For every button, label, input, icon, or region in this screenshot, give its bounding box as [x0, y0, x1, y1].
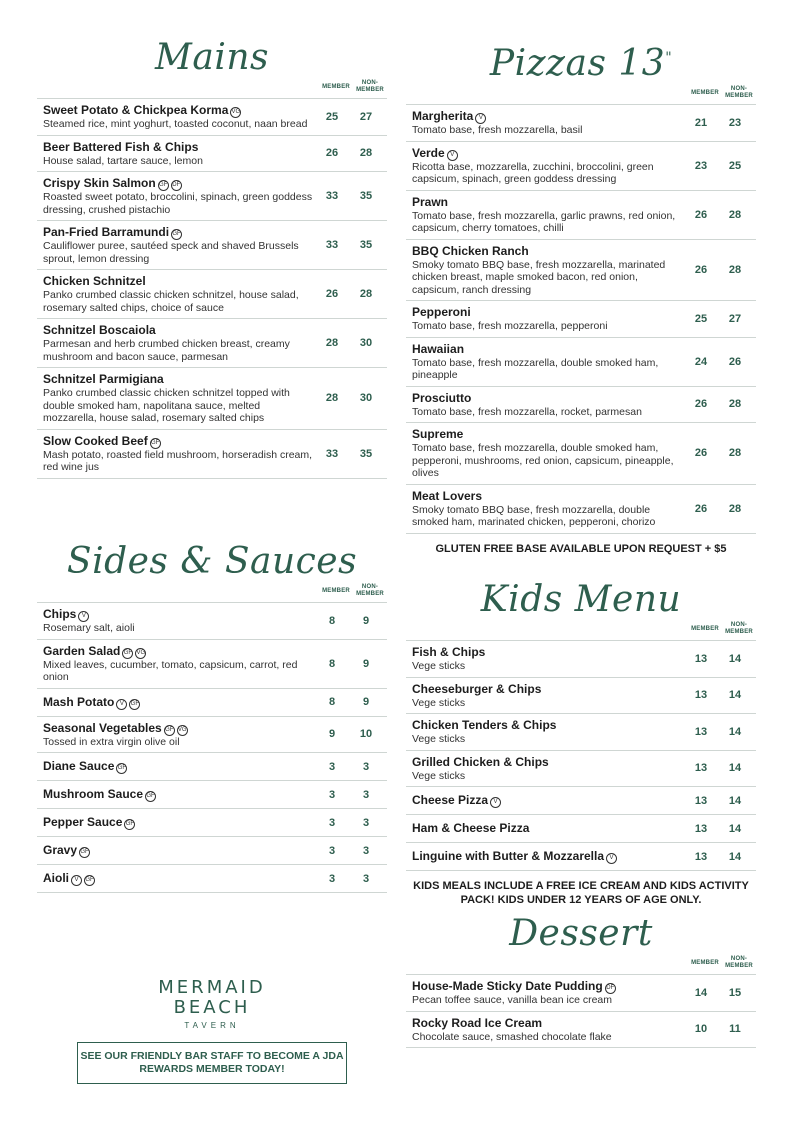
menu-item-name-text: Pepperoni — [412, 305, 471, 319]
menu-item-name-text: Hawaiian — [412, 341, 465, 356]
pizzas-title — [406, 36, 756, 86]
menu-item — [37, 99, 387, 136]
member-price: 26 — [694, 398, 708, 411]
menu-item-description: Vege sticks — [412, 660, 466, 672]
non-member-price: 28 — [359, 288, 373, 300]
menu-item-description: Panko crumbed classic chicken schnitzel topped with double smoked ham, napolitana sauce, melted mozzarella, house salad, rosemary salted chips — [43, 387, 290, 424]
menu-item-text — [412, 146, 684, 186]
member-price: 25 — [325, 110, 339, 123]
non-member-price: 28 — [728, 447, 742, 460]
menu-item-name-text: Verde — [412, 145, 445, 160]
dietary-badge-icon: V — [78, 611, 89, 622]
dietary-badge-icon: DF — [171, 180, 182, 191]
menu-item-description: Tomato base, fresh mozzarella, pepperoni — [412, 320, 608, 332]
menu-item — [406, 975, 756, 1012]
menu-item-description: Tomato base, fresh mozzarella, rocket, parmesan — [412, 405, 642, 418]
menu-item-name — [412, 755, 684, 770]
non-member-price: 3 — [362, 760, 370, 773]
menu-item — [406, 387, 756, 424]
menu-item-name — [412, 979, 684, 994]
non-member-price: 14 — [728, 822, 742, 835]
dietary-badge-icon: GF — [124, 819, 135, 830]
menu-item-description: Ricotta base, mozzarella, zucchini, broccolini, green capsicum, spinach, green goddess dressing — [412, 160, 654, 185]
menu-item-name-text: Meat Lovers — [412, 488, 483, 503]
non-member-price: 3 — [362, 816, 370, 829]
member-header: MEMBER — [322, 588, 350, 594]
menu-item-description: Tomato base, fresh mozzarella, double smoked ham, pepperoni, mushrooms, red onion, capsicum, pineapple, olives — [412, 442, 674, 479]
menu-item — [406, 714, 756, 751]
sides-title: Sides & Sauces — [66, 541, 358, 582]
member-price: 26 — [694, 263, 708, 276]
menu-item-name — [412, 146, 684, 161]
non-member-price: 15 — [728, 986, 742, 999]
non-member-price: 3 — [362, 872, 370, 885]
menu-item-text — [43, 759, 315, 774]
menu-item-text — [43, 787, 315, 802]
menu-item-name — [43, 434, 315, 449]
non-member-price: 30 — [359, 392, 373, 405]
menu-item-description: Tomato base, fresh mozzarella, double smoked ham, pineapple — [412, 356, 659, 381]
menu-item-name-text: Aioli — [43, 871, 69, 885]
menu-item-name-text: Beer Battered Fish & Chips — [43, 139, 199, 154]
member-price: 28 — [325, 392, 339, 405]
member-price: 23 — [694, 159, 708, 172]
menu-item — [406, 751, 756, 788]
non-member-price: 14 — [728, 689, 742, 702]
non-member-price: 35 — [359, 239, 373, 251]
menu-item — [406, 105, 756, 142]
menu-item-name — [412, 682, 684, 697]
dietary-badge-icon: GF — [145, 791, 156, 802]
menu-item — [406, 485, 756, 534]
menu-item-text — [43, 372, 315, 425]
non-member-price: 11 — [729, 1023, 741, 1036]
dietary-badge-icon: GF — [171, 229, 182, 240]
menu-item-description: Smoky tomato BBQ base, fresh mozzarella, double smoked ham, marinated chicken, pepperoni, chorizo — [412, 503, 656, 528]
menu-item — [37, 753, 387, 781]
non-member-header: NON-MEMBER — [725, 86, 753, 99]
member-header: MEMBER — [322, 84, 350, 90]
menu-item-text — [412, 1016, 684, 1044]
dietary-badge-icon: V — [447, 150, 458, 161]
member-price: 8 — [328, 696, 336, 708]
menu-item-name-text: Chicken Tenders & Chips — [412, 718, 557, 732]
menu-item-name-text: Chicken Schnitzel — [43, 274, 146, 288]
member-price: 3 — [328, 872, 336, 885]
dietary-badge-icon: V — [475, 113, 486, 124]
dietary-badge-icon: V — [71, 875, 82, 886]
non-member-price: 35 — [359, 447, 373, 460]
member-price: 28 — [325, 337, 339, 349]
menu-item-name-text: Supreme — [412, 427, 464, 441]
kids-note: KIDS MEALS INCLUDE A FREE ICE CREAM AND KIDS ACTIVITY PACK! KIDS UNDER 12 YEARS OF AGE ONLY. — [413, 880, 749, 906]
menu-item-name — [412, 427, 684, 442]
non-member-price: 28 — [359, 147, 373, 160]
member-price: 3 — [328, 760, 336, 773]
member-price: 13 — [694, 762, 708, 775]
brand-line-1: MERMAID — [158, 977, 266, 998]
menu-item-name-text: Ham & Cheese Pizza — [412, 821, 530, 835]
menu-item-name-text: Fish & Chips — [412, 645, 486, 659]
menu-item-name — [43, 815, 315, 830]
pizzas-title-text: Pizzas 13 — [489, 43, 666, 84]
dietary-badge-icon: GF — [79, 847, 90, 858]
menu-item — [37, 689, 387, 717]
non-member-price: 3 — [362, 788, 370, 801]
menu-item-name — [412, 849, 684, 864]
dietary-badge-icon: V — [116, 699, 127, 710]
menu-item-name-text: Garden Salad — [43, 643, 121, 658]
menu-item — [406, 1012, 756, 1049]
menu-item-description: Tomato base, fresh mozzarella, basil — [412, 124, 583, 136]
menu-item-description: Roasted sweet potato, broccolini, spinach, green goddess dressing, crushed pistachio — [43, 191, 313, 216]
mains-section — [37, 36, 387, 479]
member-price: 33 — [325, 190, 339, 202]
menu-item-description: Rosemary salt, aioli — [43, 622, 135, 634]
menu-item-text — [412, 305, 684, 333]
kids-title: Kids Menu — [480, 579, 682, 620]
menu-item-text — [43, 815, 315, 830]
pizzas-column-headers — [406, 86, 756, 104]
sides-list — [37, 602, 387, 893]
menu-item — [37, 368, 387, 430]
menu-item-description: Mixed leaves, cucumber, tomato, capsicum, carrot, red onion — [43, 658, 298, 683]
menu-item-description: Vege sticks — [412, 696, 466, 709]
kids-column-headers — [406, 622, 756, 640]
mains-column-headers — [37, 80, 387, 98]
menu-item-text — [43, 721, 315, 749]
menu-item-name-text: Chips — [43, 607, 77, 621]
menu-item-name-text: Schnitzel Parmigiana — [43, 372, 164, 386]
menu-item — [406, 815, 756, 843]
non-member-price: 3 — [362, 844, 370, 857]
menu-item-text — [412, 489, 684, 529]
menu-item-text — [43, 695, 315, 710]
non-member-price: 10 — [359, 728, 373, 741]
mains-list — [37, 98, 387, 479]
menu-item-name — [43, 176, 315, 191]
menu-item-description: Vege sticks — [412, 733, 466, 745]
kids-section — [406, 578, 756, 907]
menu-item-description: Steamed rice, mint yoghurt, toasted coconut, naan bread — [43, 118, 308, 130]
menu-item-name — [43, 843, 315, 858]
member-price: 13 — [694, 725, 708, 738]
member-price: 13 — [694, 652, 708, 665]
dessert-column-headers — [406, 956, 756, 974]
menu-item-name-text: Cheese Pizza — [412, 793, 489, 807]
dietary-badge-icon: GF — [164, 725, 175, 736]
menu-item-text — [43, 225, 315, 265]
menu-item — [37, 781, 387, 809]
menu-item-description: Mash potato, roasted field mushroom, horseradish cream, red wine jus — [43, 448, 313, 473]
pizzas-list — [406, 104, 756, 534]
menu-item-text — [412, 979, 684, 1007]
menu-item-name — [43, 759, 315, 774]
menu-item-name — [43, 695, 315, 710]
non-member-header: NON-MEMBER — [356, 80, 384, 93]
menu-item-text — [412, 195, 684, 235]
menu-item — [37, 717, 387, 754]
menu-item — [37, 319, 387, 368]
dietary-badge-icon: GF — [116, 763, 127, 774]
menu-item — [406, 142, 756, 191]
menu-item-name — [412, 718, 684, 733]
menu-item-description: Panko crumbed classic chicken schnitzel, house salad, rosemary salted chips, choice of sauce — [43, 289, 299, 314]
menu-item-description: Parmesan and herb crumbed chicken breast, creamy mushroom and bacon sauce, parmesan — [43, 338, 290, 363]
menu-item — [37, 640, 387, 689]
member-price: 3 — [328, 788, 336, 801]
menu-item-name-text: Diane Sauce — [43, 759, 115, 773]
menu-item-text — [43, 871, 315, 886]
menu-item-text — [412, 109, 684, 137]
menu-item-text — [412, 755, 684, 783]
dessert-list — [406, 974, 756, 1048]
member-price: 26 — [325, 288, 339, 300]
menu-item-name — [43, 871, 315, 886]
menu-item-text — [412, 244, 684, 297]
menu-item — [37, 865, 387, 893]
menu-item-name-text: Cheeseburger & Chips — [412, 681, 542, 696]
menu-item — [406, 641, 756, 678]
menu-item-name — [412, 821, 684, 836]
menu-item — [37, 603, 387, 640]
menu-item-description: Cauliflower puree, sautéed speck and shaved Brussels sprout, lemon dressing — [43, 240, 299, 265]
menu-item-text — [43, 843, 315, 858]
menu-item — [406, 423, 756, 485]
non-member-price: 30 — [359, 337, 373, 349]
menu-item-text — [43, 140, 315, 168]
menu-item-text — [412, 342, 684, 382]
pizzas-title-inch-mark: " — [665, 50, 673, 66]
menu-item-text — [43, 103, 315, 131]
menu-item — [37, 809, 387, 837]
menu-item-text — [412, 793, 684, 808]
member-price: 3 — [328, 844, 336, 857]
menu-item-name — [412, 244, 684, 259]
menu-item-text — [43, 176, 315, 216]
gluten-free-note: GLUTEN FREE BASE AVAILABLE UPON REQUEST + $5 — [435, 542, 727, 555]
menu-item-name-text: Pepper Sauce — [43, 815, 123, 829]
menu-item-name — [412, 1016, 684, 1031]
dietary-badge-icon: V — [606, 853, 617, 864]
sides-column-headers — [37, 584, 387, 602]
pizzas-section — [406, 36, 756, 556]
member-price: 9 — [328, 728, 336, 741]
menu-item-name-text: Pan-Fried Barramundi — [43, 225, 170, 239]
dietary-badge-icon: GF — [84, 875, 95, 886]
non-member-price: 14 — [728, 652, 742, 665]
non-member-price: 14 — [728, 725, 742, 738]
menu-item — [37, 270, 387, 319]
non-member-price: 28 — [728, 398, 742, 411]
menu-item-name — [412, 109, 684, 124]
menu-item-name — [43, 607, 315, 622]
menu-item-name — [412, 645, 684, 660]
member-price: 26 — [694, 502, 708, 515]
menu-item-name-text: Schnitzel Boscaiola — [43, 323, 156, 337]
member-price: 26 — [325, 147, 339, 160]
non-member-header: NON-MEMBER — [725, 622, 753, 635]
member-price: 13 — [694, 794, 708, 807]
menu-item-name — [43, 140, 315, 155]
member-price: 8 — [328, 657, 336, 670]
member-price: 33 — [325, 447, 339, 460]
member-price: 13 — [694, 822, 708, 835]
menu-item-name-text: Gravy — [43, 843, 78, 857]
menu-item-text — [412, 718, 684, 746]
menu-item-name — [43, 225, 315, 240]
menu-item-text — [43, 274, 315, 314]
menu-item — [406, 678, 756, 715]
menu-item-description: House salad, tartare sauce, lemon — [43, 154, 203, 167]
non-member-price: 14 — [728, 794, 742, 807]
member-price: 10 — [694, 1023, 708, 1036]
member-header: MEMBER — [691, 960, 719, 966]
mains-title: Mains — [155, 37, 269, 78]
dietary-badge-icon: VG — [230, 107, 241, 118]
menu-item-name — [43, 721, 315, 736]
non-member-price: 25 — [728, 159, 742, 172]
menu-item — [406, 787, 756, 815]
member-price: 13 — [694, 850, 708, 863]
non-member-price: 23 — [728, 116, 742, 129]
menu-item-name-text: Prawn — [412, 194, 449, 209]
non-member-price: 9 — [362, 657, 370, 670]
menu-item-description: Chocolate sauce, smashed chocolate flake — [412, 1030, 612, 1043]
menu-item-text — [43, 644, 315, 684]
menu-item-text — [412, 821, 684, 836]
menu-item — [406, 191, 756, 240]
menu-item-name — [43, 274, 315, 289]
menu-item-description: Pecan toffee sauce, vanilla bean ice cream — [412, 994, 613, 1006]
menu-item-name-text: Mushroom Sauce — [43, 787, 144, 801]
menu-item-description: Tomato base, fresh mozzarella, garlic prawns, red onion, capsicum, cherry tomatoes, chilli — [412, 209, 676, 234]
menu-item-name — [43, 787, 315, 802]
menu-item — [406, 338, 756, 387]
member-price: 8 — [328, 614, 336, 627]
menu-item-name-text: Crispy Skin Salmon — [43, 176, 156, 190]
dietary-badge-icon: DF — [605, 983, 616, 994]
menu-item-text — [412, 427, 684, 480]
menu-item-name — [412, 391, 684, 406]
member-price: 33 — [325, 239, 339, 251]
menu-item-name — [412, 793, 684, 808]
non-member-price: 9 — [362, 614, 370, 627]
non-member-price: 27 — [728, 312, 742, 325]
menu-item-text — [412, 645, 684, 673]
menu-item-text — [412, 391, 684, 419]
dietary-badge-icon: V — [490, 797, 501, 808]
menu-item — [37, 136, 387, 173]
menu-item-text — [43, 434, 315, 474]
member-price: 25 — [694, 312, 708, 325]
member-header: MEMBER — [691, 90, 719, 96]
menu-item-name-text: Mash Potato — [43, 694, 115, 709]
menu-item-text — [43, 323, 315, 363]
member-price: 13 — [694, 689, 708, 702]
member-price: 26 — [694, 208, 708, 221]
non-member-header: NON-MEMBER — [356, 584, 384, 597]
dietary-badge-icon: VG — [177, 725, 188, 736]
member-price: 24 — [694, 355, 708, 368]
dessert-title: Dessert — [509, 913, 653, 954]
sides-section — [37, 540, 387, 893]
menu-item — [406, 240, 756, 302]
menu-item-name-text: Grilled Chicken & Chips — [412, 754, 549, 769]
member-price: 26 — [694, 447, 708, 460]
dietary-badge-icon: VG — [135, 648, 146, 659]
dietary-badge-icon: GF — [129, 699, 140, 710]
non-member-price: 35 — [359, 190, 373, 202]
non-member-price: 14 — [728, 762, 742, 775]
menu-item-description: Tossed in extra virgin olive oil — [43, 735, 180, 748]
non-member-price: 27 — [359, 110, 373, 123]
menu-item-name — [43, 103, 315, 118]
menu-item-text — [412, 682, 684, 710]
menu-item-name-text: BBQ Chicken Ranch — [412, 243, 529, 258]
menu-item — [37, 221, 387, 270]
brand-line-2: BEACH — [173, 997, 251, 1018]
member-price: 21 — [694, 116, 708, 129]
rewards-promo-box: SEE OUR FRIENDLY BAR STAFF TO BECOME A JDA REWARDS MEMBER TODAY! — [77, 1042, 347, 1084]
non-member-price: 14 — [728, 850, 742, 863]
kids-list — [406, 640, 756, 871]
menu-item — [406, 301, 756, 338]
menu-item — [406, 843, 756, 871]
menu-item-name — [412, 305, 684, 320]
menu-item-name — [412, 342, 684, 357]
menu-item — [37, 837, 387, 865]
menu-item-name — [412, 195, 684, 210]
dietary-badge-icon: GF — [158, 180, 169, 191]
menu-item-name — [43, 644, 315, 659]
menu-item-name — [412, 489, 684, 504]
dietary-badge-icon: GF — [122, 648, 133, 659]
member-price: 3 — [328, 816, 336, 829]
menu-item-name-text: Seasonal Vegetables — [43, 720, 162, 735]
menu-item-name-text: Rocky Road Ice Cream — [412, 1015, 543, 1030]
menu-item — [37, 430, 387, 479]
menu-item-text — [43, 607, 315, 635]
dessert-section — [406, 912, 756, 1048]
menu-item-name-text: House-Made Sticky Date Pudding — [412, 979, 603, 993]
menu-item-description: Smoky tomato BBQ base, fresh mozzarella, marinated chicken breast, maple smoked bacon, red onion, capsicum, ranch dressing — [412, 258, 666, 296]
brand-logo — [77, 978, 347, 1030]
dietary-badge-icon: GF — [150, 438, 161, 449]
menu-item-name-text: Slow Cooked Beef — [43, 433, 148, 448]
non-member-price: 28 — [728, 263, 742, 276]
menu-item-name-text: Sweet Potato & Chickpea Korma — [43, 103, 229, 117]
menu-item-name-text: Linguine with Butter & Mozzarella — [412, 849, 605, 863]
non-member-price: 9 — [362, 696, 370, 708]
brand-line-3: TAVERN — [184, 1021, 240, 1030]
non-member-price: 26 — [728, 355, 742, 368]
menu-item-name — [43, 372, 315, 387]
menu-item-text — [412, 849, 684, 864]
menu-item-description: Vege sticks — [412, 769, 466, 782]
non-member-header: NON-MEMBER — [725, 956, 753, 969]
menu-item-name — [43, 323, 315, 338]
non-member-price: 28 — [728, 208, 742, 221]
menu-item-name-text: Prosciutto — [412, 390, 472, 405]
member-price: 14 — [694, 986, 708, 999]
member-header: MEMBER — [691, 626, 719, 632]
menu-item — [37, 172, 387, 221]
menu-item-name-text: Margherita — [412, 109, 474, 123]
non-member-price: 28 — [728, 502, 742, 515]
